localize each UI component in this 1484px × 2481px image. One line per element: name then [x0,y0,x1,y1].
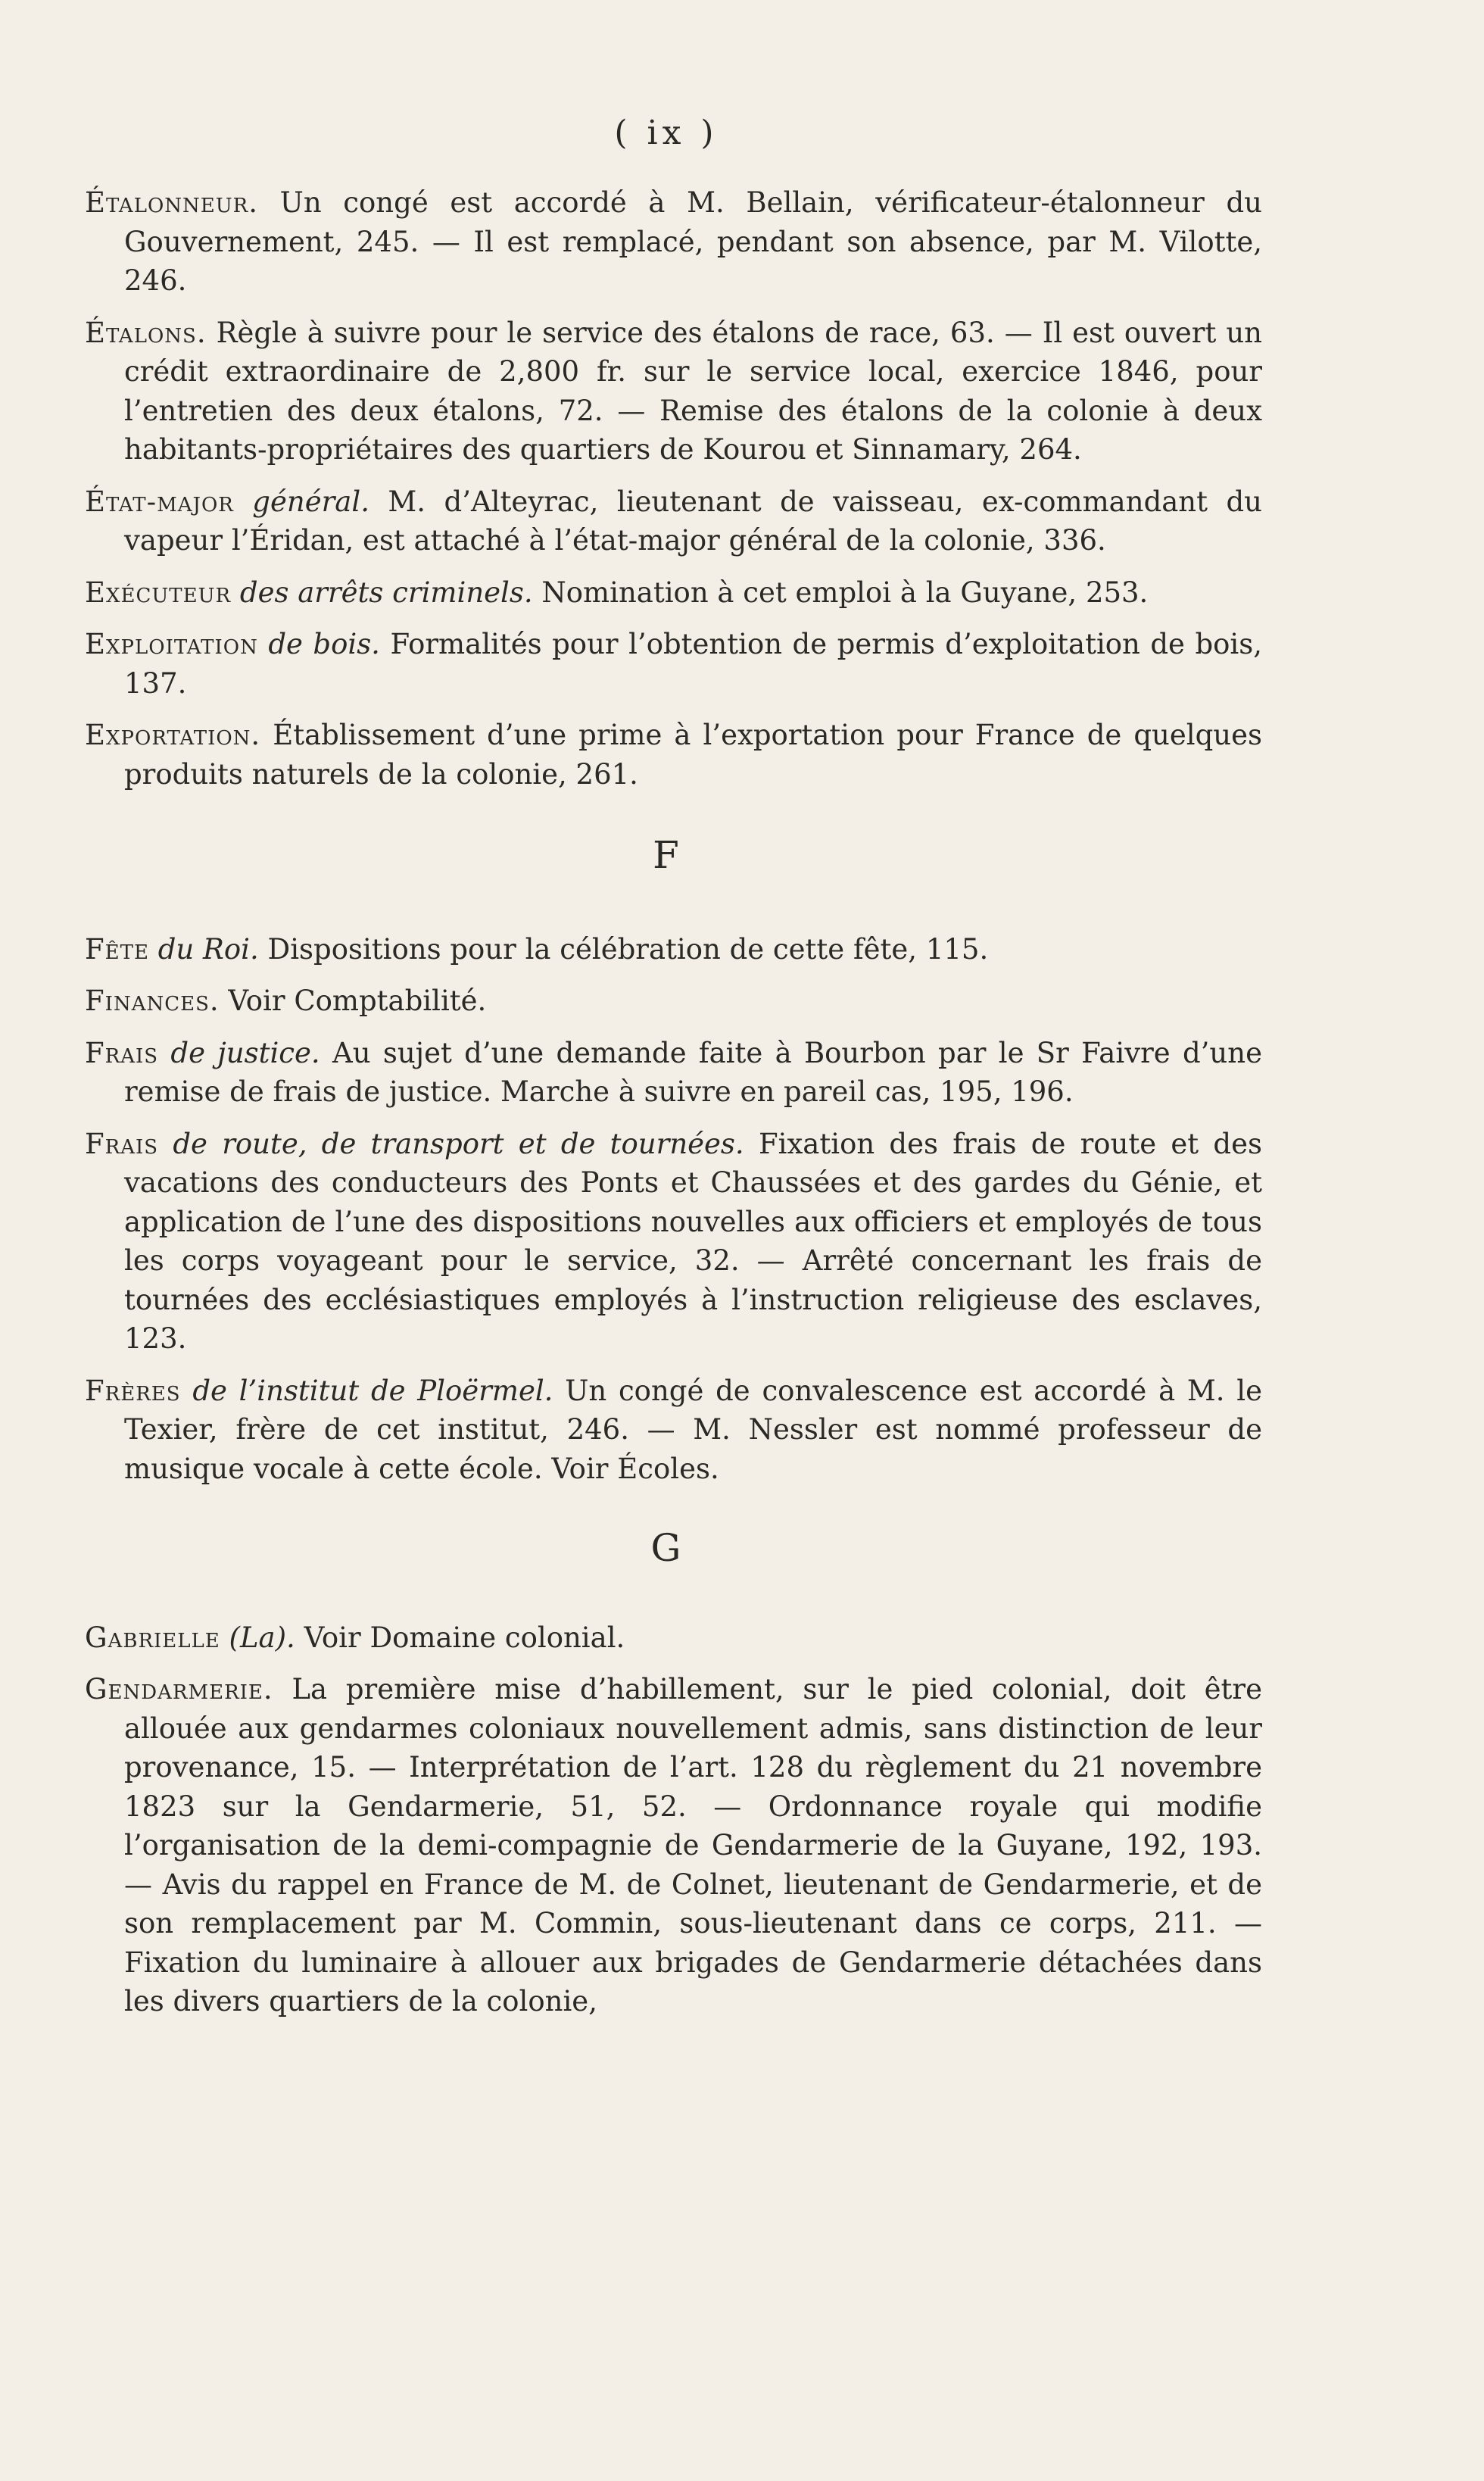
entry-headword: Exportation. [85,719,261,751]
section-letter-g: G [650,1526,681,1570]
index-entry [85,573,1262,613]
entry-headword: Exécuteur [85,576,232,609]
entry-headword: Fête [85,932,149,966]
index-entry [85,1618,1262,1658]
entry-headword: Gabrielle [85,1621,220,1654]
entry-headword: Frais [85,1036,159,1069]
entry-qualifier: (La). [220,1621,295,1654]
entry-qualifier: de bois. [257,628,380,660]
entry-qualifier: de l’institut de Ploërmel. [180,1374,553,1407]
index-entry [85,1125,1262,1359]
index-entry [85,930,1262,969]
entry-text: Nomination à cet emploi à la Guyane, 253. [532,576,1149,609]
section-letter-f: F [653,833,679,877]
index-column [85,183,1262,2034]
entry-qualifier: de justice. [158,1036,320,1069]
index-entry [85,1670,1262,2021]
entry-qualifier: du Roi. [148,932,259,966]
entry-qualifier: général. [233,485,369,518]
entry-qualifier: des arrêts criminels. [231,576,533,609]
entry-text: Au sujet d’une demande faite à Bourbon par le Sr Faivre d’une remise de frais de justice. Marche à suivre en pareil cas, 195, 196. [124,1036,1262,1108]
entry-headword: Frères [85,1374,181,1407]
entry-text: La première mise d’habillement, sur le pied colonial, doit être allouée aux gendarmes coloniaux nouvellement admis, sans distinction de leur provenance, 15. — Interprétation de l’art. 128 du règlement du 21 novembre 1823 sur la Gendarmerie, 51, 52. — Ordonnance royale qui modifie l’organisation de la demi-compagnie de Gendarmerie de la Guyane, 192, 193. — Avis du rappel en France de M. de Colnet, lieutenant de Gendarmerie, et de son remplacement par M. Commin, sous-lieutenant dans ce corps, 211. — Fixation du luminaire à allouer aux brigades de Gendarmerie détachées dans les divers quartiers de la colonie, [124,1673,1262,2018]
entry-headword: État-major [85,485,234,518]
entry-text: Voir Domaine colonial. [295,1621,625,1654]
entry-headword: Exploitation [85,628,258,660]
index-entry [85,981,1262,1021]
index-entry [85,716,1262,794]
entry-text: Établissement d’une prime à l’exportation pour France de quelques produits naturels de la colonie, 261. [124,719,1262,791]
entry-headword: Gendarmerie. [85,1673,273,1705]
index-entry [85,183,1262,301]
entry-text: Fixation des frais de route et des vacations des conducteurs des Ponts et Chaussées et des gardes du Génie, et application de l’une des dispositions nouvelles aux officiers et employés de tous les corps voyageant pour le service, 32. — Arrêté concernant les frais de tournées des ecclésiastiques employés à l’instruction religieuse des esclaves, 123. [124,1127,1262,1355]
entry-text: Formalités pour l’obtention de permis d’exploitation de bois, 137. [124,628,1262,700]
index-entry [85,482,1262,560]
index-entry [85,314,1262,470]
index-entry [85,1372,1262,1489]
entry-text: Voir Comptabilité. [219,985,487,1017]
index-entry [85,625,1262,703]
entry-headword: Finances. [85,985,220,1017]
index-entry [85,1034,1262,1112]
entry-headword: Étalonneur. [85,186,259,219]
entry-text: M. d’Alteyrac, lieutenant de vaisseau, ex-commandant du vapeur l’Éridan, est attaché à l’état-major général de la colonie, 336. [124,485,1262,557]
entry-qualifier: de route, de transport et de tournées. [158,1127,744,1160]
entry-headword: Frais [85,1127,159,1160]
entry-headword: Étalons. [85,316,207,349]
page-number: ( ix ) [614,114,719,152]
entry-text: Règle à suivre pour le service des étalons de race, 63. — Il est ouvert un crédit extraordinaire de 2,800 fr. sur le service local, exercice 1846, pour l’entretien des deux étalons, 72. — Remise des étalons de la colonie à deux habitants-propriétaires des quartiers de Kourou et Sinnamary, 264. [124,316,1262,466]
entry-text: Un congé est accordé à M. Bellain, vérificateur-étalonneur du Gouvernement, 245. — Il est remplacé, pendant son absence, par M. Vilotte, 246. [124,186,1262,297]
entry-text: Dispositions pour la célébration de cette fête, 115. [258,932,989,966]
entry-text: Un congé de convalescence est accordé à M. le Texier, frère de cet institut, 246. — M. Nessler est nommé professeur de musique vocale à cette école. Voir Écoles. [124,1374,1262,1485]
